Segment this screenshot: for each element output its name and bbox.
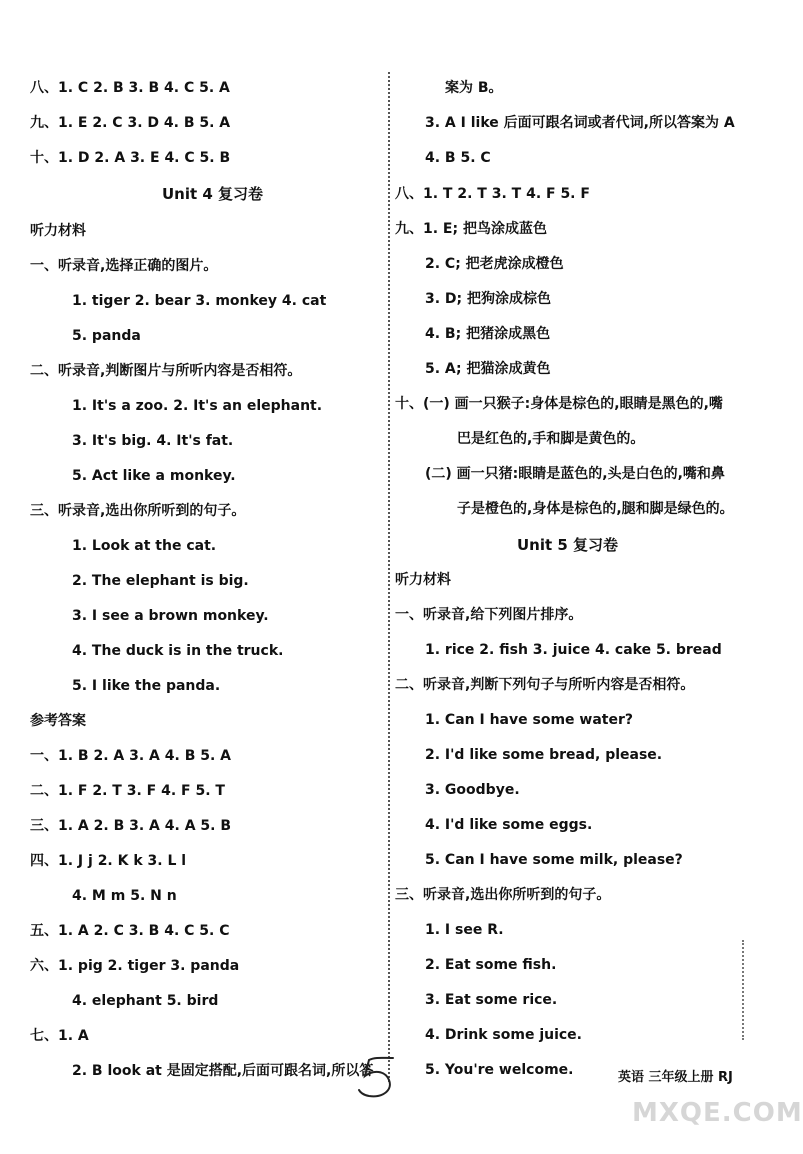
answer-line: 十、1. D 2. A 3. E 4. C 5. B (30, 150, 231, 166)
list-item: 2. I'd like some bread, please. (425, 747, 663, 763)
answer-line: 5. A; 把猫涂成黄色 (425, 361, 551, 377)
answer-line: 八、1. T 2. T 3. T 4. F 5. F (395, 186, 590, 202)
watermark: MXQE.COM (632, 1098, 803, 1128)
list-item: 4. The duck is in the truck. (72, 643, 284, 659)
answer-line: 4. B 5. C (425, 150, 491, 166)
answer-line: 十、(一) 画一只猴子:身体是棕色的,眼睛是黑色的,嘴 (395, 396, 723, 412)
list-item: 1. It's a zoo. 2. It's an elephant. (72, 398, 323, 414)
list-item: 5. panda (72, 328, 141, 344)
unit-title: Unit 4 复习卷 (162, 185, 264, 203)
answer-line: 六、1. pig 2. tiger 3. panda (30, 958, 240, 974)
list-item: 2. The elephant is big. (72, 573, 249, 589)
list-item: 2. Eat some fish. (425, 957, 557, 973)
section-heading: 听力材料 (395, 572, 451, 588)
answer-line: 案为 B。 (445, 80, 503, 96)
answer-line: 4. B; 把猪涂成黑色 (425, 326, 551, 342)
list-item: 1. tiger 2. bear 3. monkey 4. cat (72, 293, 327, 309)
answer-line: 五、1. A 2. C 3. B 4. C 5. C (30, 923, 230, 939)
answer-line: (二) 画一只猪:眼睛是蓝色的,头是白色的,嘴和鼻 (425, 466, 725, 482)
unit-title: Unit 5 复习卷 (517, 536, 619, 554)
answer-line: 三、1. A 2. B 3. A 4. A 5. B (30, 818, 232, 834)
answer-line: 一、1. B 2. A 3. A 4. B 5. A (30, 748, 232, 764)
answer-line: 八、1. C 2. B 3. B 4. C 5. A (30, 80, 230, 96)
list-item: 3. Goodbye. (425, 782, 520, 798)
list-item: 5. I like the panda. (72, 678, 221, 694)
handwritten-page-number (355, 1052, 403, 1102)
answer-line: 巴是红色的,手和脚是黄色的。 (457, 431, 645, 447)
answer-line: 四、1. J j 2. K k 3. L l (30, 853, 187, 869)
question-heading: 三、听录音,选出你所听到的句子。 (30, 503, 246, 519)
list-item: 3. Eat some rice. (425, 992, 558, 1008)
answer-line: 2. C; 把老虎涂成橙色 (425, 256, 564, 272)
section-heading: 参考答案 (30, 713, 86, 729)
section-heading: 听力材料 (30, 223, 86, 239)
answer-line: 九、1. E; 把鸟涂成蓝色 (395, 221, 547, 237)
list-item: 3. It's big. 4. It's fat. (72, 433, 234, 449)
list-item: 1. rice 2. fish 3. juice 4. cake 5. bread (425, 642, 722, 658)
answer-line: 4. M m 5. N n (72, 888, 177, 904)
answer-line: 3. A I like 后面可跟名词或者代词,所以答案为 A (425, 115, 735, 131)
list-item: 5. Act like a monkey. (72, 468, 236, 484)
answer-line: 2. B look at 是固定搭配,后面可跟名词,所以答 (72, 1063, 374, 1079)
question-heading: 一、听录音,给下列图片排序。 (395, 607, 583, 623)
list-item: 4. Drink some juice. (425, 1027, 582, 1043)
answer-line: 子是橙色的,身体是棕色的,腿和脚是绿色的。 (457, 501, 734, 517)
answer-line: 3. D; 把狗涂成棕色 (425, 291, 552, 307)
list-item: 1. I see R. (425, 922, 504, 938)
list-item: 5. Can I have some milk, please? (425, 852, 683, 868)
list-item: 1. Look at the cat. (72, 538, 217, 554)
question-heading: 二、听录音,判断图片与所听内容是否相符。 (30, 363, 302, 379)
question-heading: 一、听录音,选择正确的图片。 (30, 258, 218, 274)
answer-line: 4. elephant 5. bird (72, 993, 219, 1009)
list-item: 5. You're welcome. (425, 1062, 574, 1078)
answer-line: 七、1. A (30, 1028, 89, 1044)
list-item: 1. Can I have some water? (425, 712, 633, 728)
question-heading: 三、听录音,选出你所听到的句子。 (395, 887, 611, 903)
edge-dotted-line (742, 940, 744, 1040)
footer-label: 英语 三年级上册 RJ (618, 1070, 733, 1085)
list-item: 4. I'd like some eggs. (425, 817, 593, 833)
answer-line: 二、1. F 2. T 3. F 4. F 5. T (30, 783, 225, 799)
column-divider (388, 72, 390, 1082)
list-item: 3. I see a brown monkey. (72, 608, 269, 624)
question-heading: 二、听录音,判断下列句子与所听内容是否相符。 (395, 677, 695, 693)
answer-line: 九、1. E 2. C 3. D 4. B 5. A (30, 115, 231, 131)
